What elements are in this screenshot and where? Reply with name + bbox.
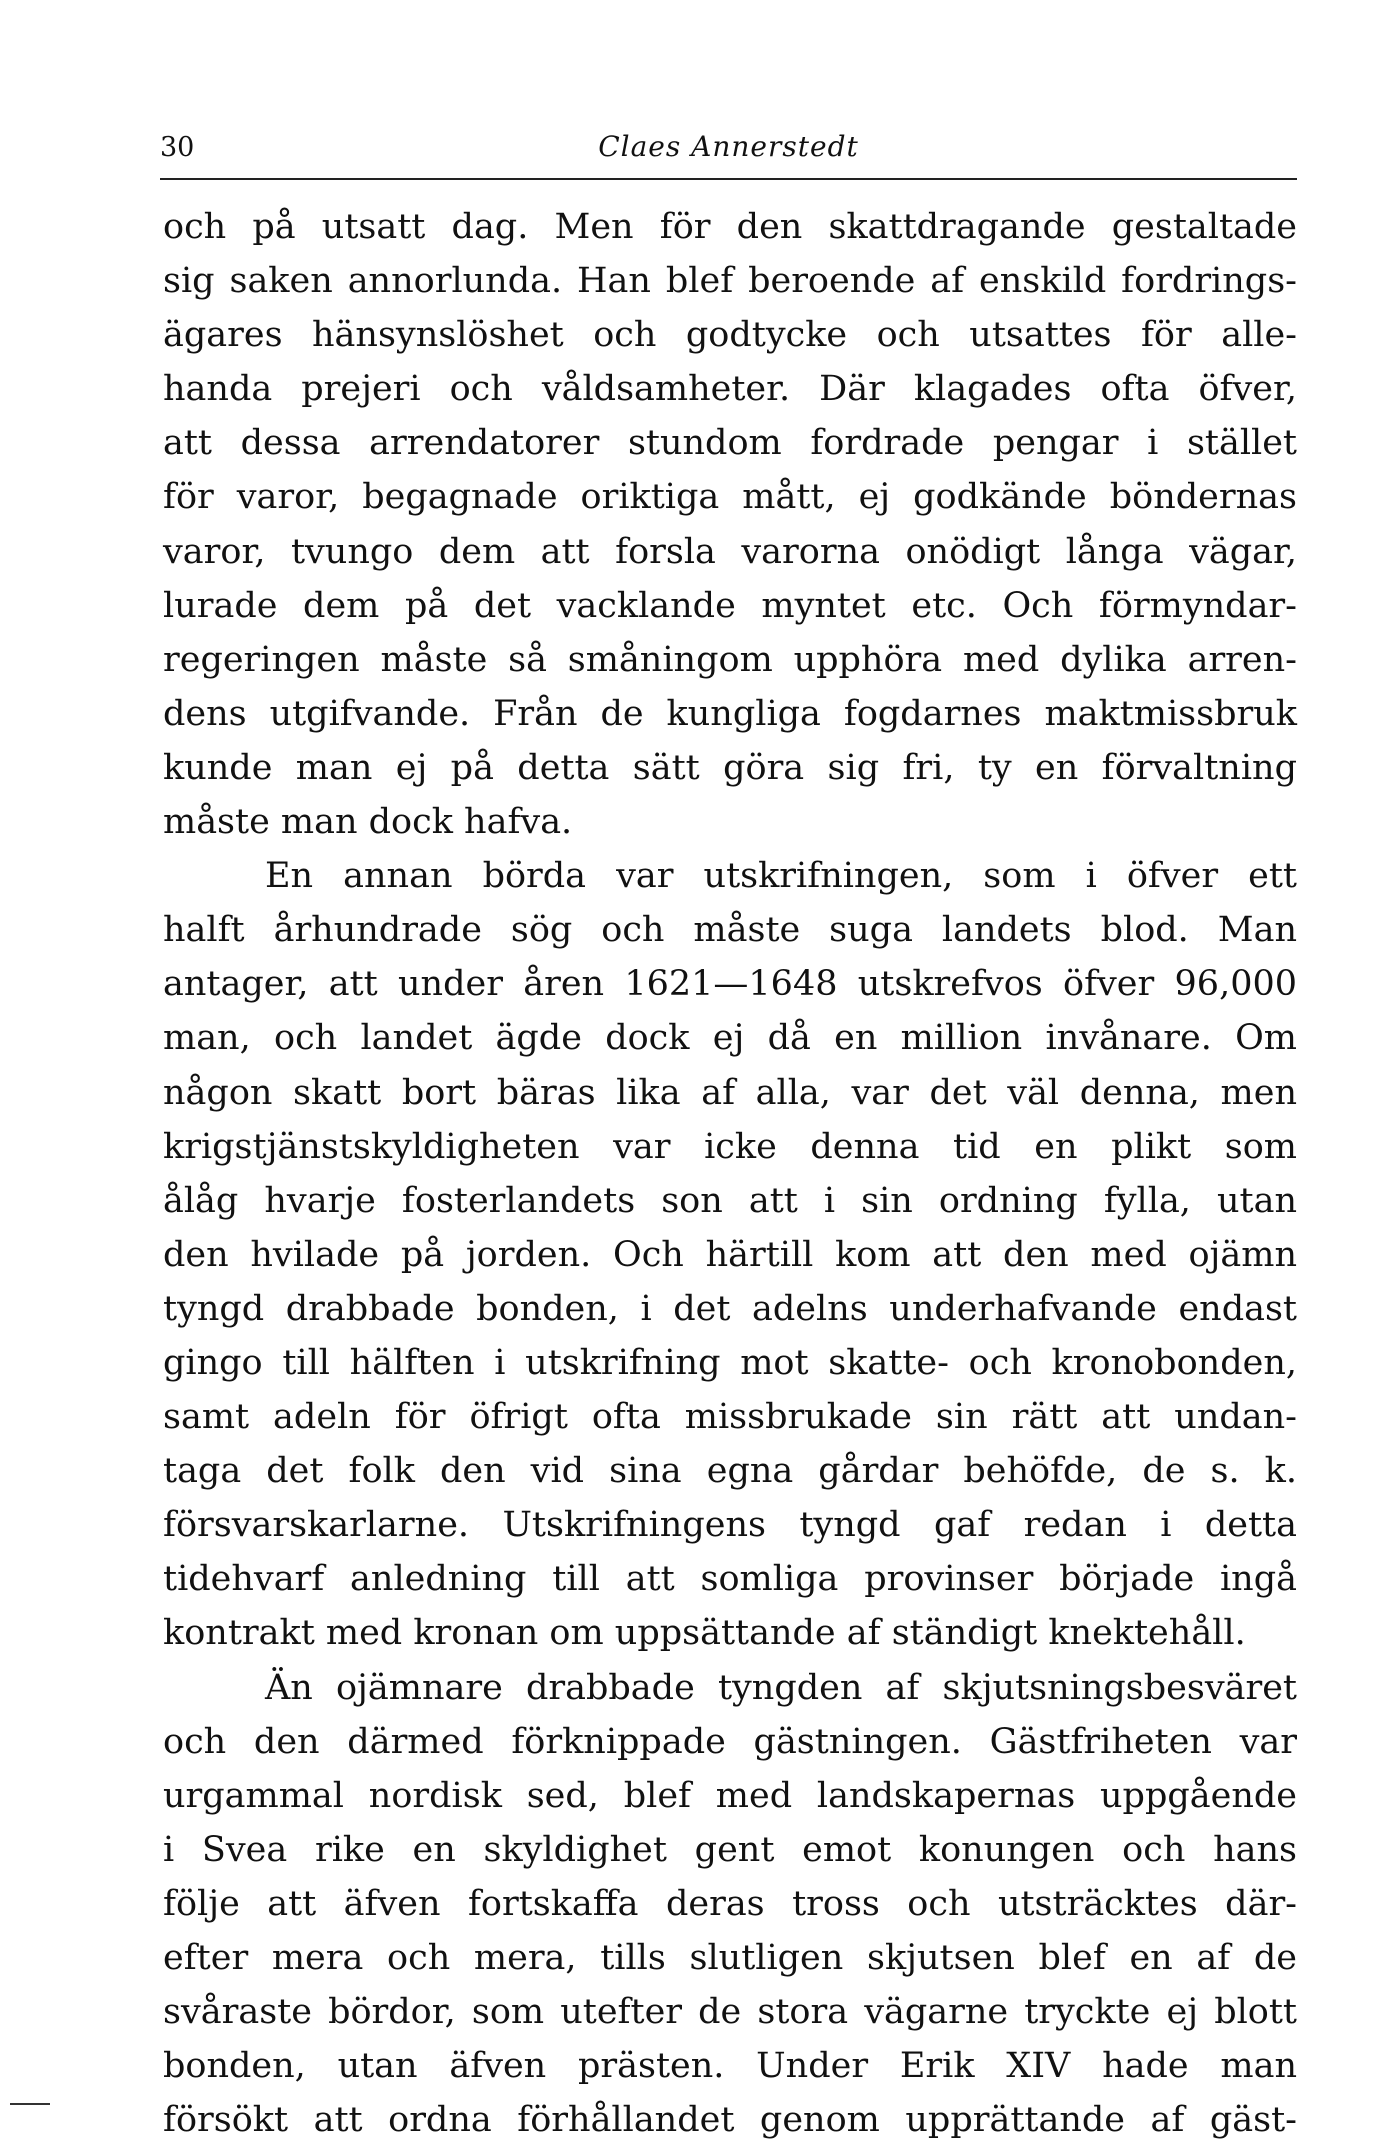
text-line: krigstjänstskyldigheten var icke denna tid en plikt som bbox=[163, 1126, 1297, 1167]
text-line: i Svea rike en skyldighet gent emot konungen och hans bbox=[163, 1829, 1297, 1870]
text-line: ägares hänsynslöshet och godtycke och utsattes för alle- bbox=[163, 315, 1297, 356]
text-line: sig saken annorlunda. Han blef beroende af enskild fordrings- bbox=[163, 261, 1297, 302]
text-line: försvarskarlarne. Utskrifningens tyngd gaf redan i detta bbox=[163, 1505, 1297, 1546]
text-line: och den därmed förknippade gästningen. Gästfriheten var bbox=[163, 1721, 1297, 1762]
text-line: svåraste bördor, som utefter de stora vägarne tryckte ej blott bbox=[163, 1992, 1297, 2033]
text-line: handa prejeri och våldsamheter. Där klagades ofta öfver, bbox=[163, 369, 1297, 410]
text-line: den hvilade på jorden. Och härtill kom att den med ojämn bbox=[163, 1234, 1297, 1275]
text-line: En annan börda var utskrifningen, som i öfver ett bbox=[265, 856, 1297, 897]
text-line: urgammal nordisk sed, blef med landskapernas uppgående bbox=[163, 1775, 1297, 1816]
text-line: lurade dem på det vacklande myntet etc. Och förmyndar- bbox=[163, 585, 1297, 626]
running-title: Claes Annerstedt bbox=[598, 130, 859, 163]
body-text bbox=[163, 200, 1297, 2147]
text-line: följe att äfven fortskaffa deras tross och utsträcktes där- bbox=[163, 1883, 1297, 1924]
text-line: efter mera och mera, tills slutligen skjutsen blef en af de bbox=[163, 1938, 1297, 1978]
text-line: man, och landet ägde dock ej då en million invånare. Om bbox=[163, 1018, 1297, 1059]
text-line: för varor, begagnade oriktiga mått, ej godkände böndernas bbox=[163, 477, 1297, 518]
text-line: varor, tvungo dem att forsla varorna onödigt långa vägar, bbox=[163, 531, 1297, 572]
text-line: tidehvarf anledning till att somliga provinser började ingå bbox=[163, 1559, 1297, 1600]
text-line: måste man dock hafva. bbox=[163, 802, 573, 843]
text-line: samt adeln för öfrigt ofta missbrukade sin rätt att undan- bbox=[163, 1397, 1297, 1438]
text-line: försökt att ordna förhållandet genom upprättande af gäst- bbox=[163, 2100, 1297, 2141]
text-line: Än ojämnare drabbade tyngden af skjutsningsbesväret bbox=[265, 1667, 1297, 1708]
margin-mark bbox=[10, 2103, 50, 2105]
text-line: gingo till hälften i utskrifning mot skatte- och kronobonden, bbox=[163, 1342, 1297, 1383]
page-header bbox=[160, 128, 1297, 180]
text-line: halft århundrade sög och måste suga landets blod. Man bbox=[163, 910, 1297, 951]
text-line: taga det folk den vid sina egna gårdar behöfde, de s. k. bbox=[163, 1451, 1297, 1492]
text-line: bonden, utan äfven prästen. Under Erik XIV hade man bbox=[163, 2046, 1297, 2087]
text-line: att dessa arrendatorer stundom fordrade pengar i stället bbox=[163, 423, 1297, 464]
text-line: någon skatt bort bäras lika af alla, var det väl denna, men bbox=[163, 1072, 1297, 1113]
text-line: regeringen måste så småningom upphöra med dylika arren- bbox=[163, 639, 1297, 680]
text-line: dens utgifvande. Från de kungliga fogdarnes maktmissbruk bbox=[163, 693, 1297, 734]
page-number: 30 bbox=[160, 132, 195, 163]
text-line: och på utsatt dag. Men för den skattdragande gestaltade bbox=[163, 207, 1297, 247]
text-line: kontrakt med kronan om uppsättande af ständigt knektehåll. bbox=[163, 1613, 1246, 1654]
text-line: tyngd drabbade bonden, i det adelns underhafvande endast bbox=[163, 1288, 1297, 1329]
text-line: antager, att under åren 1621—1648 utskrefvos öfver 96,000 bbox=[163, 964, 1297, 1005]
text-line: kunde man ej på detta sätt göra sig fri, ty en förvaltning bbox=[163, 747, 1297, 788]
text-line: ålåg hvarje fosterlandets son att i sin ordning fylla, utan bbox=[163, 1180, 1297, 1221]
